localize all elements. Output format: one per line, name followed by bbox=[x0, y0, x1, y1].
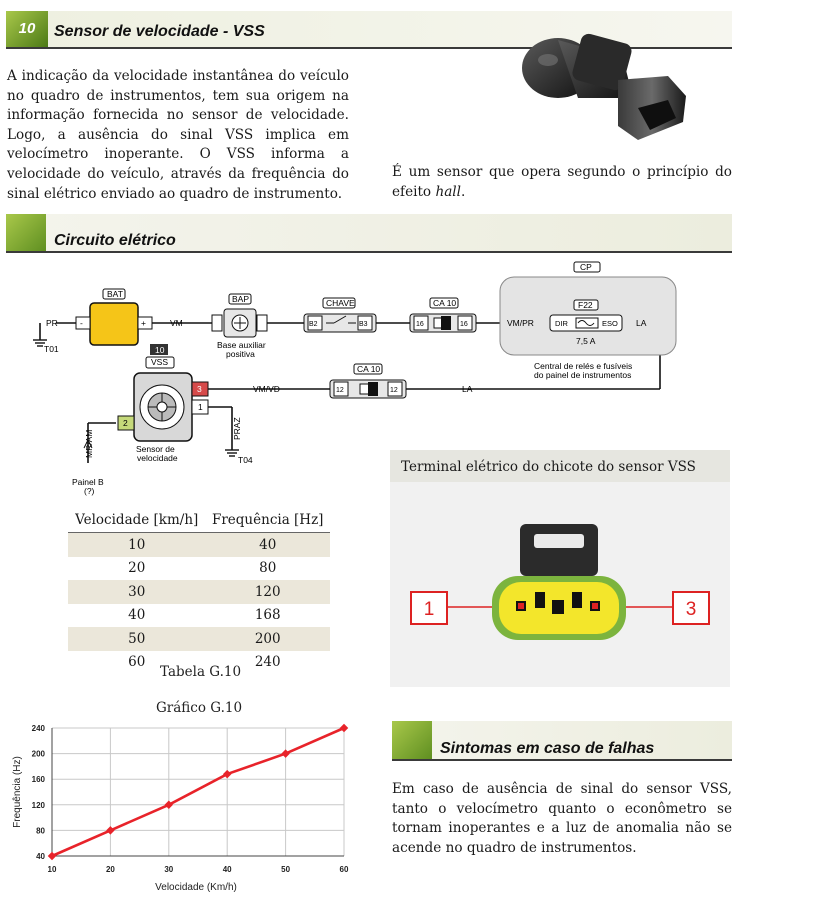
label-bap: BAP bbox=[232, 294, 250, 304]
x-tick-label: 60 bbox=[339, 865, 349, 874]
label-t04: T04 bbox=[238, 455, 253, 465]
section-title: Circuito elétrico bbox=[54, 232, 176, 249]
table-cell: 200 bbox=[205, 627, 330, 651]
velocity-frequency-table bbox=[68, 508, 330, 674]
section-title: Sintomas em caso de falhas bbox=[440, 740, 655, 757]
label-mram: MR/AM bbox=[84, 429, 94, 458]
table-cell: 20 bbox=[128, 560, 146, 577]
x-axis-label: Velocidade (Km/h) bbox=[155, 882, 237, 893]
table-cell: 120 bbox=[205, 580, 330, 604]
table-row bbox=[68, 604, 330, 628]
label-dir: DIR bbox=[555, 319, 568, 328]
label-vmpr: VM/PR bbox=[507, 318, 534, 328]
frequency-chart bbox=[0, 716, 360, 896]
connector-title: Terminal elétrico do chicote do sensor VSS bbox=[390, 450, 730, 482]
section-number: 10 bbox=[6, 11, 48, 47]
table-header-cell: Frequência [Hz] bbox=[205, 508, 330, 533]
label-f22: F22 bbox=[578, 300, 593, 310]
y-tick-label: 80 bbox=[36, 826, 45, 836]
table-cell: 168 bbox=[254, 607, 281, 624]
table-cell: 50 bbox=[68, 627, 205, 651]
label-bat: BAT bbox=[107, 289, 123, 299]
label-b2: B2 bbox=[309, 321, 318, 328]
label-vss: VSS bbox=[151, 357, 169, 367]
label-pin3: 3 bbox=[197, 384, 202, 394]
table-cell: 40 bbox=[128, 607, 146, 624]
x-tick-label: 20 bbox=[105, 865, 115, 874]
table-row bbox=[68, 627, 330, 651]
label-12a: 12 bbox=[336, 387, 344, 394]
section-title: Sensor de velocidade - VSS bbox=[54, 23, 265, 40]
label-b3: B3 bbox=[359, 321, 368, 328]
x-tick-label: 30 bbox=[164, 865, 174, 874]
table-cell: 30 bbox=[68, 580, 205, 604]
label-16a: 16 bbox=[416, 321, 424, 328]
label-eso: ESO bbox=[602, 319, 618, 328]
label-bap-desc1: Base auxiliar bbox=[217, 340, 266, 350]
section-header-circuit bbox=[6, 214, 732, 253]
symptoms-paragraph: Em caso de ausência de sinal do sensor VSS, tanto o velocímetro quanto o econômetro se tornam inoperantes e a luz de anomalia não se acende no quadro de instrumentos. bbox=[392, 781, 732, 856]
table-cell: 80 bbox=[259, 560, 277, 577]
table-cell: 40 bbox=[205, 533, 330, 557]
sensor-paragraph-italic: hall bbox=[435, 183, 461, 200]
label-cp: CP bbox=[580, 262, 592, 272]
sensor-paragraph bbox=[392, 163, 732, 202]
label-cp-desc2: do painel de instrumentos bbox=[534, 370, 632, 380]
section-square bbox=[392, 721, 432, 759]
table-row bbox=[68, 557, 330, 581]
label-chave: CHAVE bbox=[326, 298, 355, 308]
connector-panel bbox=[390, 450, 730, 687]
sensor-paragraph-text: É um sensor que opera segundo o princípio do efeito bbox=[392, 164, 732, 200]
label-t01: T01 bbox=[44, 344, 59, 354]
chart-title: Gráfico G.10 bbox=[156, 700, 243, 716]
table-cell: 240 bbox=[254, 654, 281, 671]
section-header-symptoms bbox=[392, 721, 732, 761]
label-pin1: 1 bbox=[198, 402, 203, 412]
label-vmvd: VM/VD bbox=[253, 384, 280, 394]
sensor-photo bbox=[518, 18, 696, 152]
label-plus: + bbox=[141, 318, 146, 328]
label-vm: VM bbox=[170, 318, 183, 328]
label-12b: 12 bbox=[390, 387, 398, 394]
table-cell: 60 bbox=[128, 654, 146, 671]
series-line bbox=[52, 728, 344, 856]
y-tick-label: 160 bbox=[31, 775, 45, 785]
label-pin2: 2 bbox=[123, 418, 128, 428]
data-point bbox=[281, 749, 289, 757]
label-painel: Painel B bbox=[72, 477, 104, 487]
table-row bbox=[68, 580, 330, 604]
table-cell: 10 bbox=[68, 533, 205, 557]
intro-paragraph: A indicação da velocidade instantânea do veículo no quadro de instrumentos, tem sua origem na informação fornecida no sensor de velocidade. Logo, a ausência do sinal VSS implica em velocímetro inoperante. O VSS informa a velocidade do veículo, através da frequência do sinal elétrico enviado ao quadro de instrumento. bbox=[7, 68, 349, 202]
x-tick-label: 40 bbox=[222, 865, 232, 874]
data-point bbox=[106, 826, 114, 834]
table-header-cell: Velocidade [km/h] bbox=[68, 508, 205, 533]
label-ca10: CA 10 bbox=[433, 298, 457, 308]
label-cp-desc1: Central de relés e fusíveis bbox=[534, 361, 633, 371]
section-square bbox=[6, 214, 46, 251]
label-praz: PRAZ bbox=[232, 417, 242, 440]
data-point bbox=[340, 724, 348, 732]
label-sensor-desc1: Sensor de bbox=[136, 444, 175, 454]
y-axis-label: Frequência (Hz) bbox=[12, 756, 23, 828]
label-painel-q: (?) bbox=[84, 486, 95, 496]
label-bap-desc2: positiva bbox=[226, 349, 255, 359]
label-la1: LA bbox=[636, 318, 647, 328]
table-header-row bbox=[68, 508, 330, 533]
callout-pin3: 3 bbox=[672, 591, 710, 625]
data-point bbox=[48, 852, 56, 860]
callout-pin1: 1 bbox=[410, 591, 448, 625]
sensor-paragraph-end: . bbox=[461, 183, 466, 200]
connector-drawing bbox=[390, 482, 730, 687]
label-la2: LA bbox=[462, 384, 473, 394]
y-tick-label: 120 bbox=[31, 800, 45, 810]
label-sensor-desc2: velocidade bbox=[137, 453, 178, 463]
label-ca10b: CA 10 bbox=[357, 364, 381, 374]
x-tick-label: 10 bbox=[47, 865, 57, 874]
y-tick-label: 200 bbox=[31, 749, 45, 759]
table-row bbox=[68, 533, 330, 557]
x-tick-label: 50 bbox=[281, 865, 291, 874]
y-tick-label: 40 bbox=[36, 852, 45, 861]
label-vss-num: 10 bbox=[155, 345, 165, 355]
label-16b: 16 bbox=[460, 321, 468, 328]
label-fuse: 7,5 A bbox=[576, 336, 596, 346]
y-tick-label: 240 bbox=[31, 724, 45, 733]
label-minus: - bbox=[80, 318, 83, 328]
table-caption: Tabela G.10 bbox=[160, 664, 242, 680]
label-pr: PR bbox=[46, 318, 58, 328]
